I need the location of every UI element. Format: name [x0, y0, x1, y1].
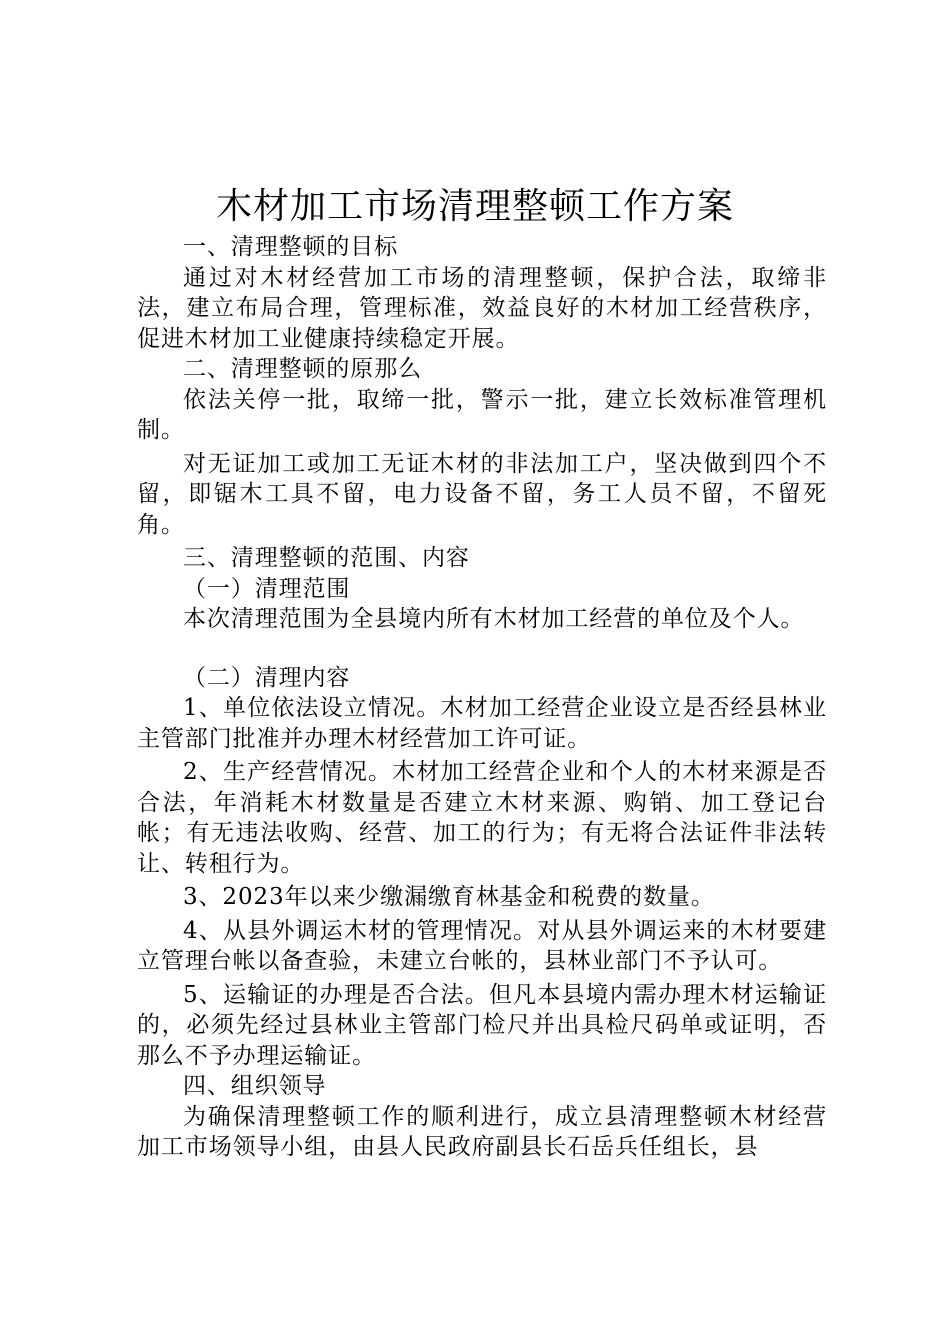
paragraph-organization: 为确保清理整顿工作的顺利进行，成立县清理整顿木材经营加工市场领导小组，由县人民政府副县长石岳兵任组长，县: [137, 1103, 827, 1160]
list-item-1: 1、单位依法设立情况。木材加工经营企业设立是否经县林业主管部门批准并办理木材经营加工许可证。: [137, 695, 827, 752]
list-item-5: 5、运输证的办理是否合法。但凡本县境内需办理木材运输证的，必须先经过县林业主管部门检尺并出具检尺码单或证明，否那么不予办理运输证。: [137, 981, 827, 1069]
document-body: [137, 232, 827, 1163]
paragraph-goals: 通过对木材经营加工市场的清理整顿，保护合法，取缔非法，建立布局合理，管理标准，效益良好的木材加工经营秩序，促进木材加工业健康持续稳定开展。: [137, 264, 827, 352]
section-heading-organization: 四、组织领导: [183, 1073, 327, 1099]
list-item-2: 2、生产经营情况。木材加工经营企业和个人的木材来源是否合法，年消耗木材数量是否建立木材来源、购销、加工登记台帐；有无违法收购、经营、加工的行为；有无将合法证件非法转让、转租行为。: [137, 759, 827, 877]
section-heading-scope: 三、清理整顿的范围、内容: [183, 545, 470, 571]
section-heading-goals: 一、清理整顿的目标: [183, 234, 399, 260]
section-heading-principles: 二、清理整顿的原那么: [183, 356, 422, 382]
paragraph-principles-2: 对无证加工或加工无证木材的非法加工户，坚决做到四个不留，即锯木工具不留，电力设备不留，务工人员不留，不留死角。: [137, 450, 827, 538]
paragraph-scope-range: 本次清理范围为全县境内所有木材加工经营的单位及个人。: [183, 606, 805, 632]
list-item-3: 3、2023年以来少缴漏缴育林基金和税费的数量。: [183, 884, 715, 910]
subheading-scope-content: （二）清理内容: [183, 664, 351, 691]
document-title: 木材加工市场清理整顿工作方案: [215, 186, 734, 227]
paragraph-principles-1: 依法关停一批，取缔一批，警示一批，建立长效标准管理机制。: [137, 386, 827, 443]
subheading-scope-range: （一）清理范围: [183, 575, 351, 602]
list-item-4: 4、从县外调运木材的管理情况。对从县外调运来的木材要建立管理台帐以备查验，未建立台帐的，县林业部门不予认可。: [137, 917, 827, 974]
